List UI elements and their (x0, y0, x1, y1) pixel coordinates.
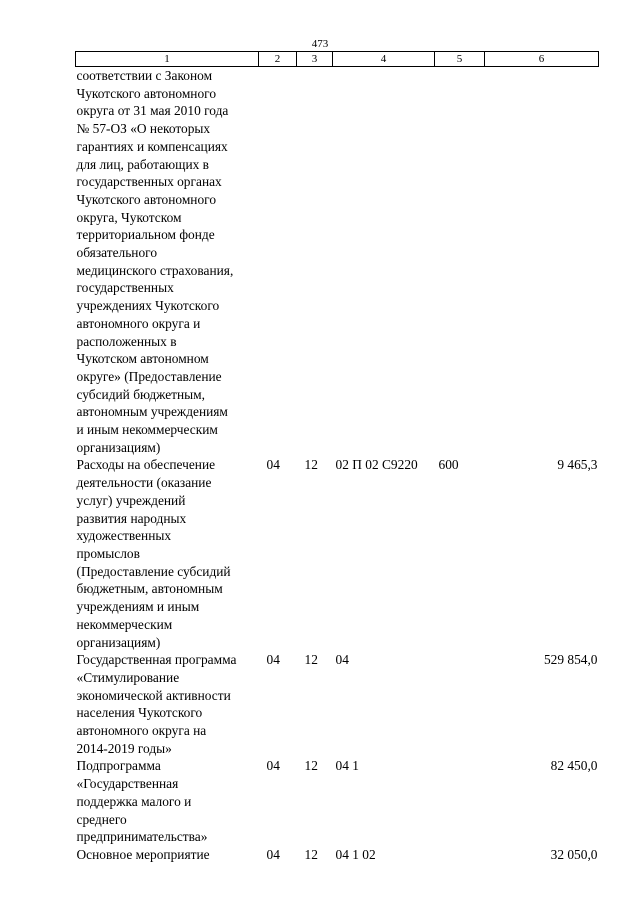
row-subsection: 12 (304, 652, 318, 668)
row-target-article: 04 (335, 652, 349, 668)
table-row (76, 651, 599, 757)
row-description: Подпрограмма «Государственная поддержка малого и среднего предпринимательства» (76, 758, 208, 845)
table-row (76, 67, 599, 457)
column-number-header: 6 (485, 52, 599, 67)
row-target-article: 04 1 (335, 758, 359, 774)
row-amount: 9 465,3 (557, 457, 598, 473)
row-expense-type (435, 651, 485, 757)
page-number: 473 (311, 38, 329, 50)
row-description: Основное мероприятие (76, 846, 210, 862)
row-section (259, 67, 297, 457)
row-subsection (297, 67, 333, 457)
column-number-header: 5 (435, 52, 485, 67)
row-section: 04 (266, 758, 280, 774)
row-description: соответствии с Законом Чукотского автономного округа от 31 мая 2010 года № 57-ОЗ «О некоторых гарантиях и компенсациях для лиц, работающих в государственных органах Чукотского автономного округа, Чукотском территориальном фонде обязательного медицинского страхования, государственных учреждениях Чукотского автономного округа и расположенных в Чукотском автономном округе» (Предоставление субсидий бюджетным, автономным учреждениям и иным некоммерческим организациям) (76, 68, 234, 455)
table-row (76, 456, 599, 651)
row-section: 04 (266, 652, 280, 668)
row-target-article: 04 1 02 (335, 846, 376, 862)
row-amount: 82 450,0 (550, 758, 598, 774)
column-number-header: 1 (76, 52, 259, 67)
row-expense-type: 600 (438, 457, 459, 473)
row-expense-type (435, 67, 485, 457)
row-subsection: 12 (304, 758, 318, 774)
column-number-header: 2 (259, 52, 297, 67)
row-description: Расходы на обеспечение деятельности (оказание услуг) учреждений развития народных художественных промыслов (Предоставление субсидий бюджетным, автономным учреждениям и иным некоммерческим организациям) (76, 457, 231, 650)
row-description: Государственная программа «Стимулирование экономической активности населения Чукотского автономного округа на 2014-2019 годы» (76, 652, 237, 756)
row-amount: 529 854,0 (543, 652, 598, 668)
row-amount (485, 67, 599, 457)
row-section: 04 (266, 457, 280, 473)
row-target-article: 02 П 02 С9220 (335, 457, 418, 473)
table-row (76, 846, 599, 864)
row-expense-type (435, 757, 485, 846)
column-number-header: 4 (333, 52, 435, 67)
row-section: 04 (266, 846, 280, 862)
table-row (76, 757, 599, 846)
row-subsection: 12 (304, 457, 318, 473)
row-subsection: 12 (304, 846, 318, 862)
column-number-row (76, 52, 599, 67)
budget-table (75, 51, 599, 864)
row-target-article (333, 67, 435, 457)
column-number-header: 3 (297, 52, 333, 67)
row-amount: 32 050,0 (550, 846, 598, 862)
row-expense-type (435, 846, 485, 864)
